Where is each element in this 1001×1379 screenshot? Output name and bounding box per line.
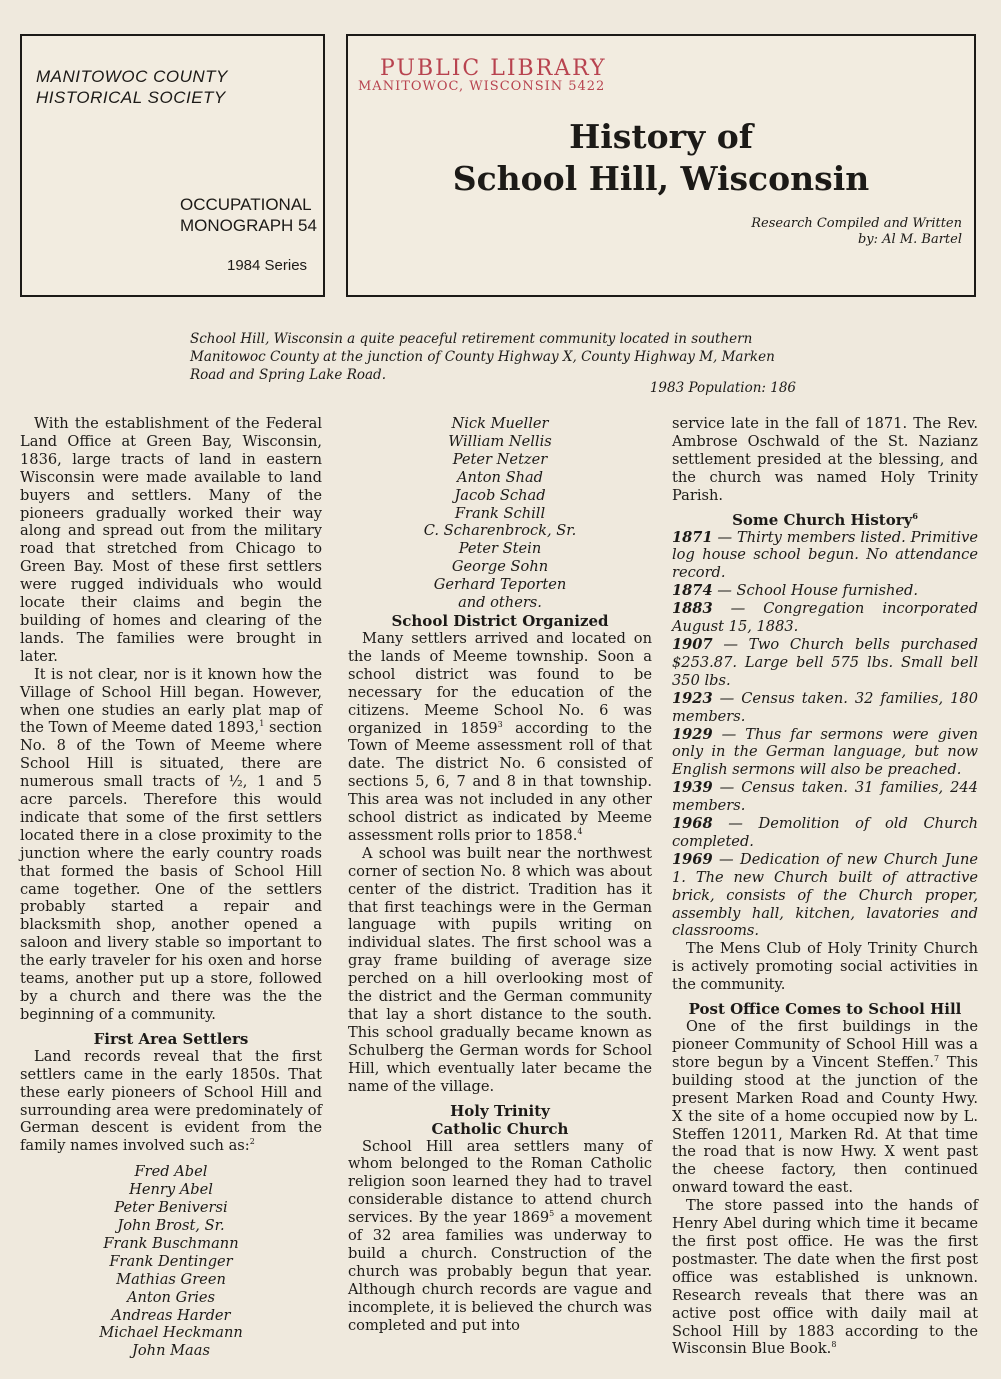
footnote-ref: 8 xyxy=(831,1340,837,1350)
settler-name-list xyxy=(20,1163,322,1360)
paragraph xyxy=(672,1018,978,1197)
history-text: — Census taken. 32 families, 180 members. xyxy=(672,689,978,725)
heading-text: Some Church History xyxy=(732,510,913,529)
history-text: — Two Church bells purchased $253.87. Large bell 575 lbs. Small bell 350 lbs. xyxy=(672,635,978,689)
stamp-line1: PUBLIC LIBRARY xyxy=(380,56,607,81)
text-run: a movement of 32 area families was underway to build a church. Construction of the church was probably begun that year. Although church records are vague and incomplete, it is believed the church was completed and put into xyxy=(348,1209,652,1334)
section-heading: Post Office Comes to School Hill xyxy=(688,1000,962,1019)
paragraph xyxy=(672,1197,978,1358)
history-entry xyxy=(672,529,978,583)
document-title xyxy=(348,116,974,200)
section-heading: School District Organized xyxy=(391,611,609,630)
library-stamp xyxy=(358,56,607,94)
settler-name: Peter Netzer xyxy=(452,450,548,468)
text-run: Many settlers arrived and located on the lands of Meeme township. Soon a school district was found to be necessary for the education of the citizens. Meeme School No. 6 was organized in 1859 xyxy=(348,629,652,737)
history-entry xyxy=(672,690,978,726)
paragraph xyxy=(348,1138,652,1335)
settler-name: Peter Stein xyxy=(458,540,542,558)
paragraph: service late in the fall of 1871. The Rev. Ambrose Oschwald of the St. Nazianz settlement presided at the blessing, and the church was named Holy Trinity Parish. xyxy=(672,415,978,504)
history-year: 1871 xyxy=(672,528,713,546)
paragraph xyxy=(20,666,322,1024)
settler-name: Henry Abel xyxy=(129,1181,213,1199)
footnote-ref: 3 xyxy=(497,719,503,729)
settler-name: William Nellis xyxy=(448,432,552,450)
settler-name: Nick Mueller xyxy=(451,415,549,432)
settler-name: John Brost, Sr. xyxy=(117,1216,225,1234)
text-run: This building stood at the junction of the present Marken Road and County Hwy. X the site of a home occupied now by L. Steffen 12011, Marken Rd. At that time the road that is now Hwy. X went past the cheese factory, then continued onward toward the east. xyxy=(672,1053,978,1197)
series-label: 1984 Series xyxy=(227,257,308,274)
stamp-line2: MANITOWOC, WISCONSIN 5422 xyxy=(358,79,606,94)
history-entry xyxy=(672,582,978,600)
title-box xyxy=(346,34,976,297)
settler-name: Frank Dentinger xyxy=(109,1252,233,1270)
society-line2: HISTORICAL SOCIETY xyxy=(36,88,226,107)
society-line1: MANITOWOC COUNTY xyxy=(36,67,228,86)
text-run: School Hill area settlers many of whom belonged to the Roman Catholic religion soon learned they had to travel considerable distance to attend church services. By the year 1869 xyxy=(348,1137,652,1227)
settler-name: C. Scharenbrock, Sr. xyxy=(423,522,577,540)
footnote-ref: 1 xyxy=(259,719,265,729)
settler-name: and others. xyxy=(458,594,542,612)
settler-name: Fred Abel xyxy=(134,1163,208,1181)
monograph-line2: MONOGRAPH 54 xyxy=(180,216,317,235)
author-credit xyxy=(751,216,962,248)
church-history-list xyxy=(672,529,978,941)
settler-name: John Maas xyxy=(132,1342,210,1360)
section-heading: First Area Settlers xyxy=(93,1029,249,1048)
history-entry xyxy=(672,636,978,690)
history-year: 1874 xyxy=(672,582,713,600)
settler-name: Mathias Green xyxy=(116,1270,226,1288)
history-text: — Demolition of old Church completed. xyxy=(672,815,978,850)
settler-name: Anton Shad xyxy=(456,468,544,486)
title-line1: History of xyxy=(569,117,753,156)
settler-name-list xyxy=(348,415,652,612)
text-run: One of the first buildings in the pioneer Community of School Hill was a store begun by a Vincent Steffen. xyxy=(672,1018,978,1071)
history-year: 1923 xyxy=(672,689,713,707)
column-2 xyxy=(348,415,652,1335)
text-run: Land records reveal that the first settlers came in the early 1850s. That these early pioneers of School Hill and surrounding area were predominately of German descent is evident from the family names involved such as: xyxy=(20,1047,322,1155)
section-heading xyxy=(672,511,978,529)
heading-line: Catholic Church xyxy=(431,1119,569,1138)
history-text: — Census taken. 31 families, 244 members. xyxy=(672,779,978,815)
history-text: — Congregation incorporated August 15, 1883. xyxy=(672,600,978,636)
history-year: 1929 xyxy=(672,725,713,743)
settler-name: Jacob Schad xyxy=(454,486,546,504)
text-run: The store passed into the hands of Henry Abel during which time it became the first post office. He was the first postmaster. The date when the first post office was established is unknown. Research reveals that there was an active post office with daily mail at School Hill by 1883 according to the Wisconsin Blue Book. xyxy=(672,1197,978,1358)
history-year: 1939 xyxy=(672,779,713,797)
settler-name: Gerhard Teporten xyxy=(433,576,567,594)
credit-line1: Research Compiled and Written xyxy=(751,216,962,231)
history-text: — Thirty members listed. Primitive log house school begun. No attendance record. xyxy=(672,528,978,582)
column-1 xyxy=(20,415,322,1360)
paragraph: The Mens Club of Holy Trinity Church is actively promoting social activities in the community. xyxy=(672,940,978,994)
text-run: section No. 8 of the Town of Meeme where School Hill is situated, there are numerous small tracts of ½, 1 and 5 acre parcels. Therefore this would indicate that some of the first settlers located there in a close proximity to the junction where the early country roads that formed the basis of School Hill came together. One of the settlers probably started a repair and blacksmith shop, another opened a saloon and livery stable so important to the early traveler for his oxen and horse teams, another put up a store, followed by a church and there was the the beginning of a community. xyxy=(20,719,323,1023)
section-heading xyxy=(348,1102,652,1138)
history-text: — Thus far sermons were given only in the German language, but now English sermons will also be preached. xyxy=(672,725,978,779)
credit-line2: by: Al M. Bartel xyxy=(857,232,962,247)
population-note: 1983 Population: 186 xyxy=(649,380,796,396)
history-entry xyxy=(672,726,978,780)
society-name xyxy=(36,66,228,108)
society-box xyxy=(20,34,325,297)
monograph-label xyxy=(180,194,317,236)
paragraph: A school was built near the northwest corner of section No. 8 which was about center of the district. Tradition has it that first teachings were in the German language with pupils writing on individual slates. The first school was a gray frame building of average size perched on a hill overlooking most of the district and the German community that lay a short distance to the south. This school gradually became known as Schulberg the German words for School Hill, which eventually later became the name of the village. xyxy=(348,844,652,1095)
history-year: 1969 xyxy=(672,850,713,868)
history-entry xyxy=(672,851,978,941)
heading-line: Holy Trinity xyxy=(450,1101,550,1120)
history-entry xyxy=(672,779,978,815)
text-run: according to the Town of Meeme assessment roll of that date. The district No. 6 consisted of sections 5, 6, 7 and 8 in that township. This area was not included in any other school district as indicated by Meeme assessment rolls prior to 1858. xyxy=(348,719,652,844)
history-year: 1907 xyxy=(672,635,713,653)
settler-name: Frank Buschmann xyxy=(103,1234,239,1252)
footnote-ref: 5 xyxy=(549,1209,555,1219)
settler-name: Michael Heckmann xyxy=(99,1324,243,1342)
history-entry xyxy=(672,600,978,636)
paragraph xyxy=(20,1048,322,1155)
history-year: 1883 xyxy=(672,600,713,618)
history-text: — Dedication of new Church June 1. The new Church built of attractive brick, consists of the Church proper, assembly hall, kitchen, lavatories and classrooms. xyxy=(672,850,978,940)
settler-name: Andreas Harder xyxy=(111,1306,231,1324)
footnote-ref: 2 xyxy=(249,1137,255,1147)
footnote-ref: 7 xyxy=(934,1054,940,1064)
settler-name: Peter Beniversi xyxy=(114,1199,228,1217)
column-3 xyxy=(672,415,978,1358)
title-line2: School Hill, Wisconsin xyxy=(452,159,870,198)
settler-name: George Sohn xyxy=(451,558,549,576)
paragraph: With the establishment of the Federal Land Office at Green Bay, Wisconsin, 1836, large tracts of land in eastern Wisconsin were made available to land buyers and settlers. Many of the pioneers gradually worked their way along and spread out from the military road that stretched from Chicago to Green Bay. Most of these first settlers were rugged individuals who would locate their claims and begin the building of homes and clearing of the lands. The families were brought in later. xyxy=(20,415,322,665)
footnote-ref: 4 xyxy=(577,827,583,837)
footnote-ref: 6 xyxy=(912,510,918,521)
text-run: It is not clear, nor is it known how the Village of School Hill began. However, when one studies an early plat map of the Town of Meeme dated 1893, xyxy=(20,665,322,737)
intro-text: School Hill, Wisconsin a quite peaceful retirement community located in southern Manitowoc County at the junction of County Highway X, County Highway M, Marken Road and Spring Lake Road. xyxy=(190,331,775,383)
paragraph xyxy=(348,630,652,845)
settler-name: Frank Schill xyxy=(454,504,546,522)
history-year: 1968 xyxy=(672,815,713,833)
settler-name: Anton Gries xyxy=(126,1288,216,1306)
history-entry xyxy=(672,815,978,851)
history-text: — School House furnished. xyxy=(712,582,918,600)
monograph-line1: OCCUPATIONAL xyxy=(180,195,312,214)
